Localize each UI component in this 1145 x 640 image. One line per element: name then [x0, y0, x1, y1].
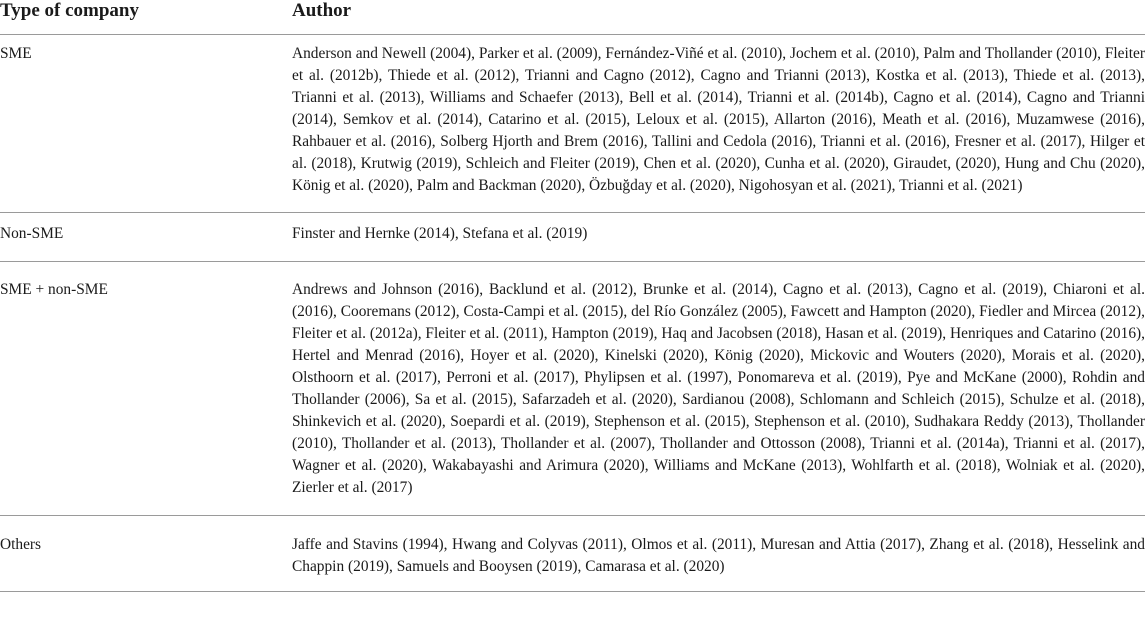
table-body: [0, 35, 1145, 592]
header-author: Author: [292, 0, 1145, 35]
company-type-cell: Others: [0, 516, 292, 592]
header-type-of-company: Type of company: [0, 0, 292, 35]
table-row: [0, 516, 1145, 592]
table-row: [0, 262, 1145, 516]
author-list-cell: Jaffe and Stavins (1994), Hwang and Colyvas (2011), Olmos et al. (2011), Muresan and Attia (2017), Zhang et al. (2018), Hesselink and Chappin (2019), Samuels and Booysen (2019), Camarasa et al. (2020): [292, 516, 1145, 592]
company-type-cell: SME + non-SME: [0, 262, 292, 516]
company-type-cell: SME: [0, 35, 292, 213]
author-list-cell: Finster and Hernke (2014), Stefana et al. (2019): [292, 213, 1145, 262]
header-row: [0, 0, 1145, 35]
table-row: [0, 213, 1145, 262]
author-list-cell: Andrews and Johnson (2016), Backlund et al. (2012), Brunke et al. (2014), Cagno et al. (2013), Cagno et al. (2019), Chiaroni et al. (2016), Cooremans (2012), Costa-Campi et al. (2015), del Río González (2005), Fawcett and Hampton (2020), Fiedler and Mircea (2012), Fleiter et al. (2012a), Fleiter et al. (2011), Hampton (2019), Haq and Jacobsen (2018), Hasan et al. (2019), Henriques and Catarino (2016), Hertel and Menrad (2016), Hoyer et al. (2020), Kinelski (2020), König (2020), Mickovic and Wouters (2020), Morais et al. (2020), Olsthoorn et al. (2017), Perroni et al. (2017), Phylipsen et al. (1997), Ponomareva et al. (2019), Pye and McKane (2000), Rohdin and Thollander (2006), Sa et al. (2015), Safarzadeh et al. (2020), Sardianou (2008), Schlomann and Schleich (2015), Schulze et al. (2018), Shinkevich et al. (2020), Soepardi et al. (2019), Stephenson et al. (2015), Stephenson et al. (2010), Sudhakara Reddy (2013), Thollander (2010), Thollander et al. (2013), Thollander et al. (2007), Thollander and Ottosson (2008), Trianni et al. (2014a), Trianni et al. (2017), Wagner et al. (2020), Wakabayashi and Arimura (2020), Williams and McKane (2013), Wohlfarth et al. (2018), Wolniak et al. (2020), Zierler et al. (2017): [292, 262, 1145, 516]
author-list-cell: Anderson and Newell (2004), Parker et al. (2009), Fernández-Viñé et al. (2010), Jochem et al. (2010), Palm and Thollander (2010), Fleiter et al. (2012b), Thiede et al. (2012), Trianni and Cagno (2012), Cagno and Trianni (2013), Kostka et al. (2013), Thiede et al. (2013), Trianni et al. (2013), Williams and Schaefer (2013), Bell et al. (2014), Trianni et al. (2014b), Cagno et al. (2014), Cagno and Trianni (2014), Semkov et al. (2014), Catarino et al. (2015), Leloux et al. (2015), Allarton (2016), Meath et al. (2016), Muzamwese (2016), Rahbauer et al. (2016), Solberg Hjorth and Brem (2016), Tallini and Cedola (2016), Trianni et al. (2016), Fresner et al. (2017), Hilger et al. (2018), Krutwig (2019), Schleich and Fleiter (2019), Chen et al. (2020), Cunha et al. (2020), Giraudet, (2020), Hung and Chu (2020), König et al. (2020), Palm and Backman (2020), Özbuğday et al. (2020), Nigohosyan et al. (2021), Trianni et al. (2021): [292, 35, 1145, 213]
table-header: [0, 0, 1145, 35]
table-row: [0, 35, 1145, 213]
company-type-cell: Non-SME: [0, 213, 292, 262]
